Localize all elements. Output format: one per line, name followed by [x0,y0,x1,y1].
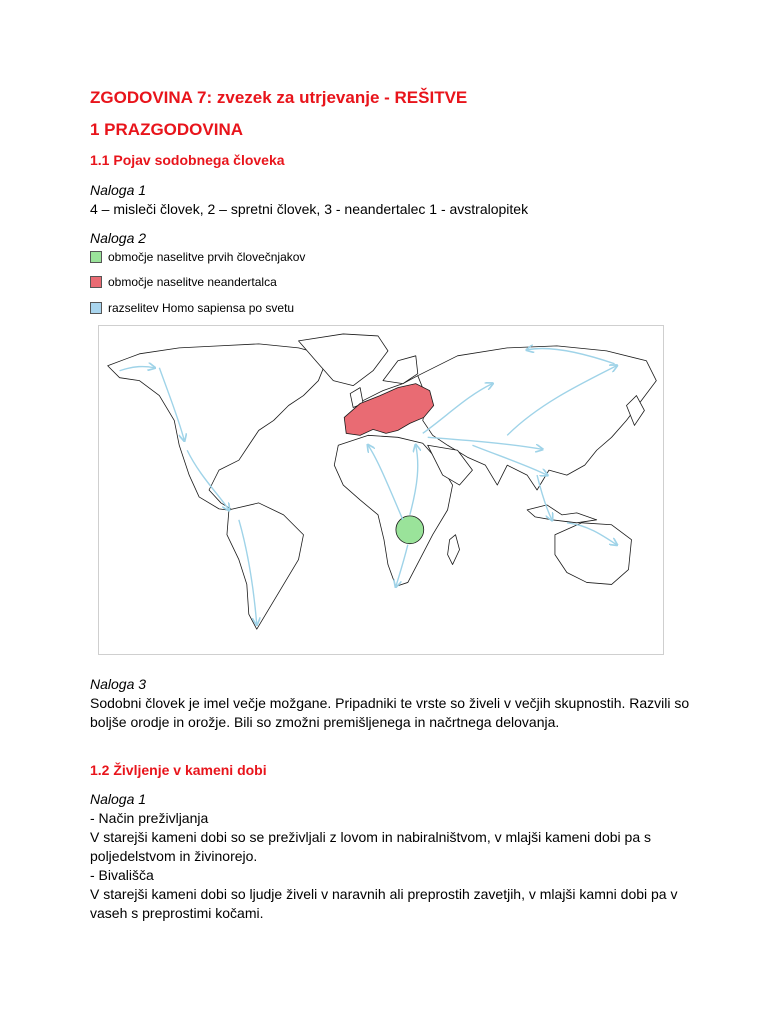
document-title: ZGODOVINA 7: zvezek za utrjevanje - REŠITVE [90,88,468,107]
section-heading-1-1: 1.1 Pojav sodobnega človeka [90,152,285,168]
legend-item-early-humans [90,250,305,264]
answer-item-title: - Način preživljanja [90,810,209,826]
legend-swatch-red [90,276,102,288]
australia [555,523,632,585]
legend-item-neanderthal [90,275,277,289]
task-label: Naloga 3 [90,676,147,692]
world-map [98,325,664,655]
task-answer: 4 – misleči človek, 2 – spretni človek, 3 - neandertalec 1 - avstralopitek [90,201,529,217]
legend-text: razselitev Homo sapiensa po svetu [108,301,295,315]
answer-item-text: V starejši kameni dobi so ljudje živeli v naravnih ali preprostih zavetjih, v mlajši kamni dobi pa v vaseh s preprostimi kočami. [90,886,678,921]
answer-item-text: V starejši kameni dobi so se preživljali z lovom in nabiralništvom, v mlajši kameni dobi pa s poljedelstvom in živinorejo. [90,829,652,864]
section-heading-1-2: 1.2 Življenje v kameni dobi [90,762,267,778]
legend-text: območje naselitve prvih človečnjakov [108,250,306,264]
north-america [108,344,329,511]
legend-item-migration [90,301,294,315]
indonesia [527,505,597,523]
south-america [227,503,304,629]
task-label: Naloga 1 [90,791,147,807]
task-label: Naloga 2 [90,230,147,246]
early-humans-region [396,516,424,544]
legend-swatch-green [90,251,102,263]
task-answer: Sodobni človek je imel večje možgane. Pripadniki te vrste so živeli v večjih skupnostih. Razvili so boljše orodje in orožje. Bili so zmožni premišljenega in načrtnega delovanja. [90,695,690,730]
madagascar [448,535,460,565]
legend-swatch-blue [90,302,102,314]
legend-text: območje naselitve neandertalca [108,275,277,289]
chapter-heading: 1 PRAZGODOVINA [90,120,244,139]
task-label: Naloga 1 [90,182,147,198]
world-map-svg [99,326,663,654]
answer-item-title: - Bivališča [90,867,154,883]
